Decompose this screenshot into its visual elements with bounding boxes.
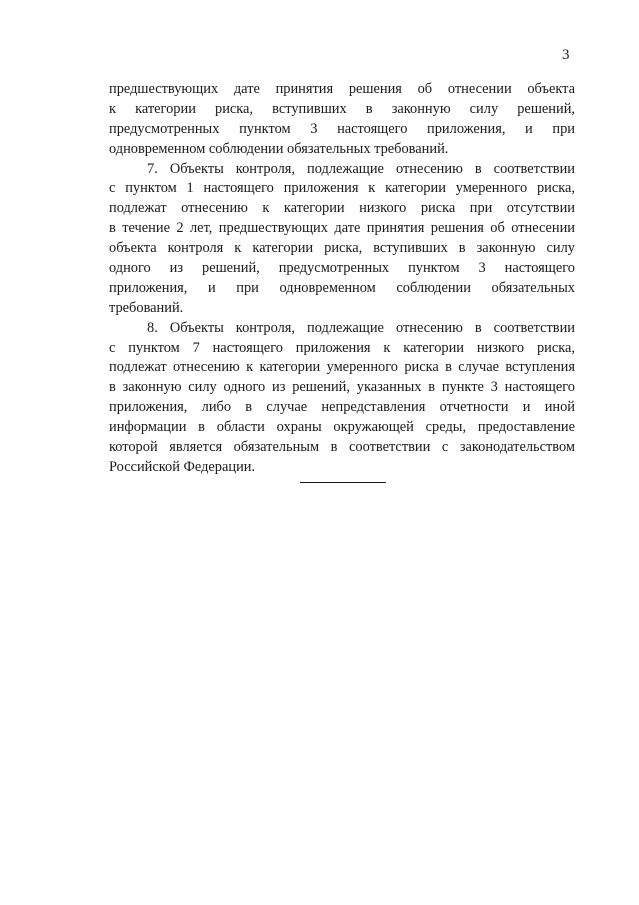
text-line: предусмотренных пунктом 3 настоящего приложения, и при [109, 120, 575, 137]
text-line: подлежат отнесению к категории низкого риска при отсутствии [109, 200, 575, 217]
text-line: к категории риска, вступивших в законную силу решений, [109, 100, 575, 117]
text-line: 7. Объекты контроля, подлежащие отнесению в соответствии [147, 160, 575, 177]
paragraph-continuation [109, 80, 575, 160]
text-line: информации в области охраны окружающей среды, предоставление [109, 419, 575, 436]
text-line: предшествующих дате принятия решения об отнесении объекта [109, 81, 575, 97]
text-line: с пунктом 7 настоящего приложения к категории низкого риска, [109, 339, 575, 356]
text-line: Российской Федерации. [109, 458, 256, 475]
text-line: приложения, и при одновременном соблюдении обязательных [109, 279, 575, 296]
text-line: в течение 2 лет, предшествующих дате принятия решения об отнесении [109, 220, 575, 237]
text-line: приложения, либо в случае непредставления отчетности и иной [109, 399, 575, 416]
text-line: с пунктом 1 настоящего приложения к категории умеренного риска, [109, 180, 575, 197]
paragraph-item-7 [109, 160, 575, 319]
page-number: 3 [562, 47, 570, 63]
text-line: подлежат отнесению к категории умеренного риска в случае вступления [109, 359, 575, 376]
text-line: одновременном соблюдении обязательных требований. [109, 140, 449, 157]
text-line: одного из решений, предусмотренных пунктом 3 настоящего [109, 260, 575, 277]
text-line: требований. [109, 299, 184, 316]
text-line: объекта контроля к категории риска, вступивших в законную силу [109, 240, 575, 257]
text-line: которой является обязательным в соответствии с законодательством [109, 439, 575, 456]
end-separator-line [300, 482, 386, 483]
paragraph-item-8 [109, 319, 575, 478]
document-body [109, 80, 575, 478]
text-line: 8. Объекты контроля, подлежащие отнесению в соответствии [147, 319, 575, 336]
text-line: в законную силу одного из решений, указанных в пункте 3 настоящего [109, 379, 575, 396]
